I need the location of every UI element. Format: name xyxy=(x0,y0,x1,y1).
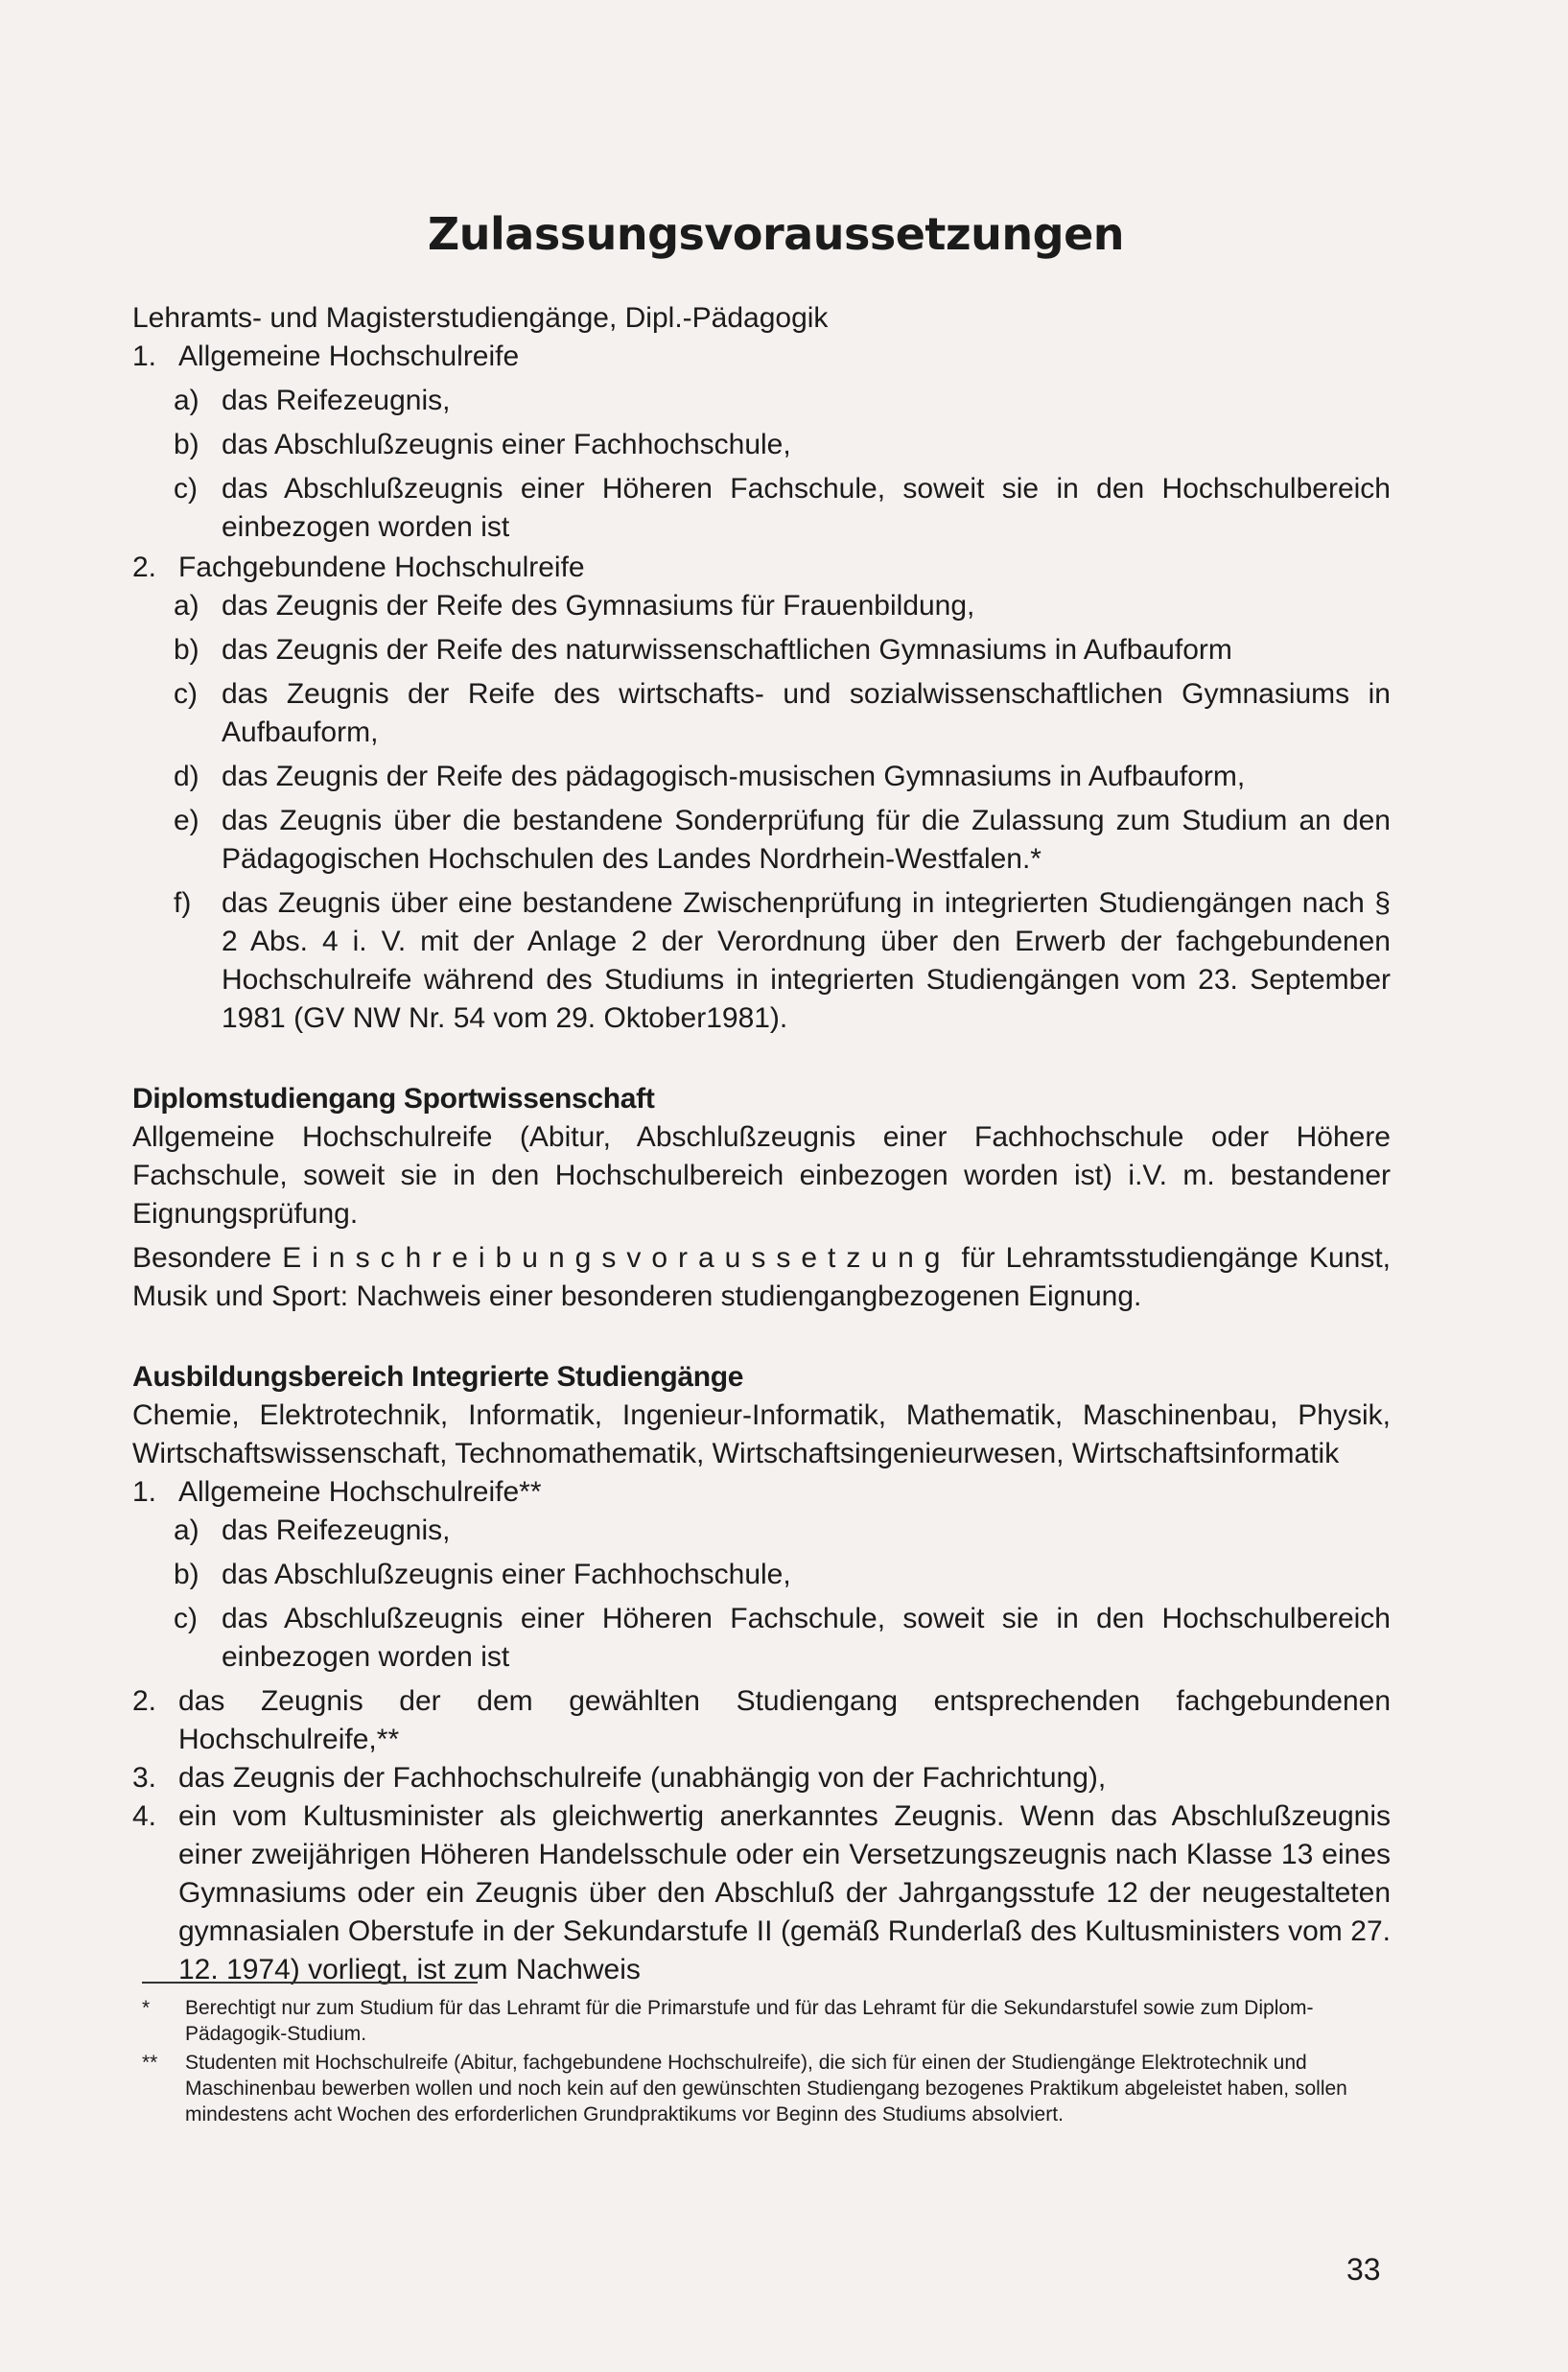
sub-item-text: das Abschlußzeugnis einer Fachhochschule, xyxy=(222,1559,791,1590)
sub-item xyxy=(132,587,1391,625)
section-intro: Chemie, Elektrotechnik, Informatik, Ingenieur-Informatik, Mathematik, Maschinenbau, Physik, Wirtschaftswissenschaft, Technomathematik, Wirtschaftsingenieurwesen, Wirtschaftsinformatik xyxy=(132,1399,1391,1469)
numbered-item-2 xyxy=(132,549,1391,587)
sub-item-letter: c) xyxy=(174,678,198,710)
section-intro: Lehramts- und Magisterstudiengänge, Dipl.-Pädagogik xyxy=(132,302,829,334)
sub-item-letter: c) xyxy=(174,473,198,505)
sub-item xyxy=(132,675,1391,752)
sub-item-letter: b) xyxy=(174,429,199,460)
para-lead: Besondere xyxy=(132,1242,272,1274)
sub-item xyxy=(132,802,1391,879)
item-number: 1. xyxy=(132,1476,157,1508)
sub-item-text: das Zeugnis über eine bestandene Zwischenprüfung in integrierten Studiengängen nach § 2 Abs. 4 i. V. mit der Anlage 2 der Verordnung über den Erwerb der fachgebundenen Hochschulreife während des Studiums in integrierten Studiengängen vom 23. September 1981 (GV NW Nr. 54 vom 29. Oktober1981). xyxy=(222,887,1391,1034)
sub-item xyxy=(132,631,1391,669)
sub-item xyxy=(132,1512,1391,1550)
sub-item xyxy=(132,758,1391,796)
sub-item-letter: c) xyxy=(174,1603,198,1634)
sub-item-text: das Zeugnis der Reife des wirtschafts- und sozialwissenschaftlichen Gymnasiums in Aufbauform, xyxy=(222,678,1391,748)
footnote-mark: ** xyxy=(142,2052,158,2074)
sub-item xyxy=(132,1600,1391,1677)
item-number: 2. xyxy=(132,1685,157,1717)
item-number: 1. xyxy=(132,341,157,372)
item-label: Allgemeine Hochschulreife** xyxy=(178,1476,542,1508)
footnote xyxy=(142,2050,1389,2127)
sub-item-text: das Abschlußzeugnis einer Fachhochschule, xyxy=(222,429,791,460)
sub-item-letter: d) xyxy=(174,761,199,792)
sub-item-letter: b) xyxy=(174,634,199,666)
footnote-divider xyxy=(142,1982,478,1984)
sub-item-text: das Reifezeugnis, xyxy=(222,1515,451,1546)
sub-item xyxy=(132,470,1391,547)
sub-item xyxy=(132,1556,1391,1594)
footnote xyxy=(142,1995,1389,2047)
para-spaced-term: Einschreibungsvoraussetzung xyxy=(282,1242,951,1274)
page-title: Zulassungsvoraussetzungen xyxy=(427,208,1125,260)
section-heading: Ausbildungsbereich Integrierte Studiengänge xyxy=(132,1361,744,1393)
item-label: Allgemeine Hochschulreife xyxy=(178,341,520,372)
section-paragraph-2 xyxy=(132,1239,1391,1316)
sub-item xyxy=(132,382,1391,420)
sub-item-text: das Zeugnis der Reife des pädagogisch-musischen Gymnasiums in Aufbauform, xyxy=(222,761,1246,792)
footnote-mark: * xyxy=(142,1997,151,2019)
item-text: das Zeugnis der Fachhochschulreife (unabhängig von der Fachrichtung), xyxy=(178,1762,1107,1794)
sub-item-text: das Zeugnis der Reife des Gymnasiums für Frauenbildung, xyxy=(222,590,975,622)
sub-item-text: das Zeugnis der Reife des naturwissenschaftlichen Gymnasiums in Aufbauform xyxy=(222,634,1232,666)
item-text: ein vom Kultusminister als gleichwertig anerkanntes Zeugnis. Wenn das Abschlußzeugnis einer zweijährigen Höheren Handelsschule oder ein Versetzungszeugnis nach Klasse 13 eines Gymnasiums oder ein Zeugnis über den Abschluß der Jahrgangsstufe 12 der neugestalteten gymnasialen Oberstufe in der Sekundarstufe II (gemäß Runderlaß des Kultusministers vom 27. 12. 1974) vorliegt, ist zum Nachweis xyxy=(178,1800,1391,1985)
item-number: 3. xyxy=(132,1762,157,1794)
item-number: 4. xyxy=(132,1800,157,1832)
section-paragraph: Allgemeine Hochschulreife (Abitur, Abschlußzeugnis einer Fachhochschule oder Höhere Fachschule, soweit sie in den Hochschulbereich einbezogen worden ist) i.V. m. bestandener Eignungsprüfung. xyxy=(132,1121,1391,1230)
sub-item-text: das Zeugnis über die bestandene Sonderprüfung für die Zulassung zum Studium an den Pädagogischen Hochschulen des Landes Nordrhein-Westfalen.* xyxy=(222,805,1391,875)
numbered-item-1 xyxy=(132,1473,1391,1512)
sub-item-text: das Abschlußzeugnis einer Höheren Fachschule, soweit sie in den Hochschulbereich einbezogen worden ist xyxy=(222,473,1391,543)
sub-item-letter: f) xyxy=(174,887,192,919)
item-label: Fachgebundene Hochschulreife xyxy=(178,552,585,583)
item-number: 2. xyxy=(132,552,157,583)
numbered-item-4 xyxy=(132,1797,1391,1989)
section-heading: Diplomstudiengang Sportwissenschaft xyxy=(132,1083,655,1115)
sub-item-text: das Abschlußzeugnis einer Höheren Fachschule, soweit sie in den Hochschulbereich einbezogen worden ist xyxy=(222,1603,1391,1673)
footnote-text: Berechtigt nur zum Studium für das Lehramt für die Primarstufe und für das Lehramt für die Sekundarstufel sowie zum Diplom-Pädagogik-Studium. xyxy=(185,1997,1314,2045)
numbered-item-2 xyxy=(132,1682,1391,1759)
sub-item-letter: a) xyxy=(174,590,199,622)
sub-item-letter: b) xyxy=(174,1559,199,1590)
sub-item-letter: a) xyxy=(174,385,199,416)
section-integrierte-studiengaenge xyxy=(132,1358,1391,1989)
para-rest: für Lehramtsstudiengänge Kunst, Musik und Sport: Nachweis einer besonderen studiengangbezogenen Eignung. xyxy=(132,1242,1391,1312)
sub-item-text: das Reifezeugnis, xyxy=(222,385,451,416)
footnotes xyxy=(142,1995,1389,2130)
section-sportwissenschaft xyxy=(132,1080,1391,1316)
item-text: das Zeugnis der dem gewählten Studiengang entsprechenden fachgebundenen Hochschulreife,** xyxy=(178,1685,1391,1755)
main-content xyxy=(132,207,1391,1989)
sub-item xyxy=(132,426,1391,464)
sub-item xyxy=(132,884,1391,1038)
page-number: 33 xyxy=(1346,2252,1381,2287)
section-lehramt xyxy=(132,299,1391,1038)
footnote-text: Studenten mit Hochschulreife (Abitur, fachgebundene Hochschulreife), die sich für einen der Studiengänge Elektrotechnik und Maschinenbau bewerben wollen und noch kein auf den gewünschten Studiengang bezogenes Praktikum abgeleistet haben, sollen mindestens acht Wochen des erforderlichen Grundpraktikums vor Beginn des Studiums absolviert. xyxy=(185,2052,1347,2125)
numbered-item-1 xyxy=(132,338,1391,376)
sub-item-letter: e) xyxy=(174,805,199,836)
numbered-item-3 xyxy=(132,1759,1391,1797)
sub-item-letter: a) xyxy=(174,1515,199,1546)
